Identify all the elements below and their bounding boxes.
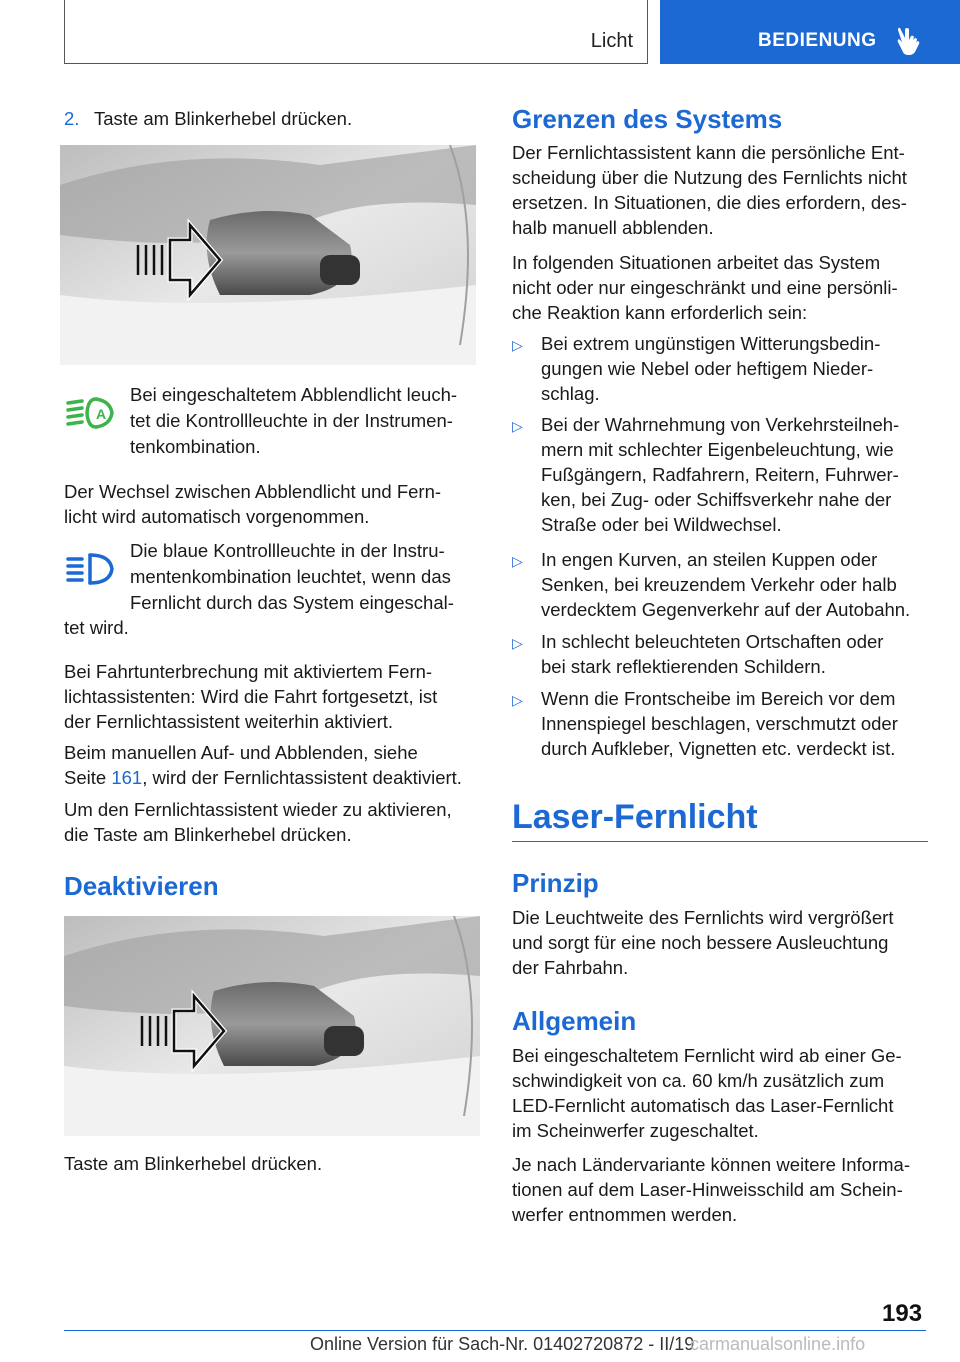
step-number: 2. xyxy=(64,108,80,129)
limits-para2-line1: In folgenden Situationen arbeitet das System xyxy=(512,252,881,273)
para4-line2: die Taste am Blinkerhebel drücken. xyxy=(64,824,352,845)
para1-line2: licht wird automatisch vorgenommen. xyxy=(64,506,370,527)
limits-para1-line1: Der Fernlichtassistent kann die persönliche Ent- xyxy=(512,142,905,163)
bullet1-line3: schlag. xyxy=(541,383,600,404)
limits-para1-line3: ersetzen. In Situationen, die dies erfordern, des- xyxy=(512,192,907,213)
bullet-marker: ▷ xyxy=(512,635,523,651)
indicator2-line4: tet wird. xyxy=(64,617,129,638)
general-para2-line1: Je nach Ländervariante können weitere Informa- xyxy=(512,1154,910,1175)
principle-line3: der Fahrbahn. xyxy=(512,957,629,978)
indicator2-line2: mentenkombination leuchtet, wenn das xyxy=(130,566,451,587)
general-para1-line4: im Scheinwerfer zugeschaltet. xyxy=(512,1120,759,1141)
bullet2-line3: Fußgängern, Radfahrern, Reitern, Fuhrwer- xyxy=(541,464,899,485)
lever-button-illustration xyxy=(60,145,476,365)
bullet-marker: ▷ xyxy=(512,418,523,434)
footer-online-version: Online Version für Sach-Nr. 01402720872 - II/19 xyxy=(310,1334,695,1354)
bullet4-line1: In schlecht beleuchteten Ortschaften oder xyxy=(541,631,884,652)
header-section-title: Licht xyxy=(590,30,633,52)
principle-line1: Die Leuchtweite des Fernlichts wird vergrößert xyxy=(512,907,894,928)
bullet2-line5: Straße oder bei Wildwechsel. xyxy=(541,514,782,535)
footer-rule xyxy=(64,1330,926,1331)
general-para2-line3: werfer entnommen werden. xyxy=(512,1204,738,1225)
header-chapter-tab xyxy=(660,0,960,64)
bullet5-line1: Wenn die Frontscheibe im Bereich vor dem xyxy=(541,688,896,709)
general-para1-line3: LED-Fernlicht automatisch das Laser-Fernlicht xyxy=(512,1095,894,1116)
bullet3-line1: In engen Kurven, an steilen Kuppen oder xyxy=(541,549,878,570)
indicator1-line3: tenkombination. xyxy=(130,436,261,457)
limits-para1-line4: halb manuell abblenden. xyxy=(512,217,714,238)
general-para1-line2: schwindigkeit von ca. 60 km/h zusätzlich zum xyxy=(512,1070,885,1091)
bullet2-line4: ken, bei Zug- oder Schiffsverkehr nahe der xyxy=(541,489,892,510)
general-para2-line2: tionen auf dem Laser-Hinweisschild am Schein- xyxy=(512,1179,903,1200)
general-para1-line1: Bei eingeschaltetem Fernlicht wird ab einer Ge- xyxy=(512,1045,902,1066)
svg-text:A: A xyxy=(96,406,107,422)
limits-para2-line3: che Reaktion kann erforderlich sein: xyxy=(512,302,808,323)
bullet4-line2: bei stark reflektierenden Schildern. xyxy=(541,656,826,677)
heading-laser: Laser-Fernlicht xyxy=(512,798,758,836)
page-number: 193 xyxy=(882,1300,923,1327)
limits-para2-line2: nicht oder nur eingeschränkt und eine persönli- xyxy=(512,277,898,298)
bullet1-line1: Bei extrem ungünstigen Witterungsbedin- xyxy=(541,333,881,354)
indicator1-line1: Bei eingeschaltetem Abblendlicht leuch- xyxy=(130,384,458,405)
bullet5-line3: durch Aufkleber, Vignetten etc. verdeckt ist. xyxy=(541,738,896,759)
bullet-marker: ▷ xyxy=(512,692,523,708)
bullet-marker: ▷ xyxy=(512,553,523,569)
para3-line1: Beim manuellen Auf- und Abblenden, siehe xyxy=(64,742,418,763)
limits-para1-line2: scheidung über die Nutzung des Fernlichts nicht xyxy=(512,167,907,188)
principle-line2: und sorgt für eine noch bessere Ausleuchtung xyxy=(512,932,889,953)
bullet5-line2: Innenspiegel beschlagen, verschmutzt oder xyxy=(541,713,898,734)
bullet2-line2: mern mit schlechter Eigenbeleuchtung, wie xyxy=(541,439,894,460)
caption-2: Taste am Blinkerhebel drücken. xyxy=(64,1153,323,1174)
header-section-box xyxy=(64,0,648,64)
watermark: carmanualsonline.info xyxy=(690,1334,866,1354)
pointing-hand-icon xyxy=(896,26,922,56)
para3-line2: Seite 161, wird der Fernlichtassistent deaktiviert. xyxy=(64,767,462,788)
para1-line1: Der Wechsel zwischen Abblendlicht und Fern- xyxy=(64,481,442,502)
indicator2-line3: Fernlicht durch das System eingeschal- xyxy=(130,592,454,613)
bullet2-line1: Bei der Wahrnehmung von Verkehrsteilneh- xyxy=(541,414,900,435)
heading-laser-rule xyxy=(512,841,928,842)
para2-line2: lichtassistenten: Wird die Fahrt fortgesetzt, ist xyxy=(64,686,438,707)
heading-limits: Grenzen des Systems xyxy=(512,104,783,134)
heading-deactivate: Deaktivieren xyxy=(64,871,219,901)
indicator2-line1: Die blaue Kontrollleuchte in der Instru- xyxy=(130,540,445,561)
page-reference-link[interactable]: 161 xyxy=(111,767,143,788)
para4-line1: Um den Fernlichtassistent wieder zu aktivieren, xyxy=(64,799,452,820)
bullet3-line2: Senken, bei kreuzendem Verkehr oder halb xyxy=(541,574,897,595)
step-text: Taste am Blinkerhebel drücken. xyxy=(94,108,353,129)
heading-general: Allgemein xyxy=(512,1006,637,1036)
low-beam-assist-indicator-icon xyxy=(66,393,118,433)
para2-line3: der Fernlichtassistent weiterhin aktiviert. xyxy=(64,711,394,732)
bullet-marker: ▷ xyxy=(512,337,523,353)
para2-line1: Bei Fahrtunterbrechung mit aktiviertem Fern- xyxy=(64,661,433,682)
bullet3-line3: verdecktem Gegenverkehr auf der Autobahn. xyxy=(541,599,911,620)
heading-principle: Prinzip xyxy=(512,868,599,898)
high-beam-indicator-icon xyxy=(66,549,118,589)
indicator1-line2: tet die Kontrollleuchte in der Instrumen- xyxy=(130,410,453,431)
lever-button-illustration-2 xyxy=(64,916,480,1136)
bullet1-line2: gungen wie Nebel oder heftigem Nieder- xyxy=(541,358,874,379)
header-chapter-title: BEDIENUNG xyxy=(758,30,877,51)
